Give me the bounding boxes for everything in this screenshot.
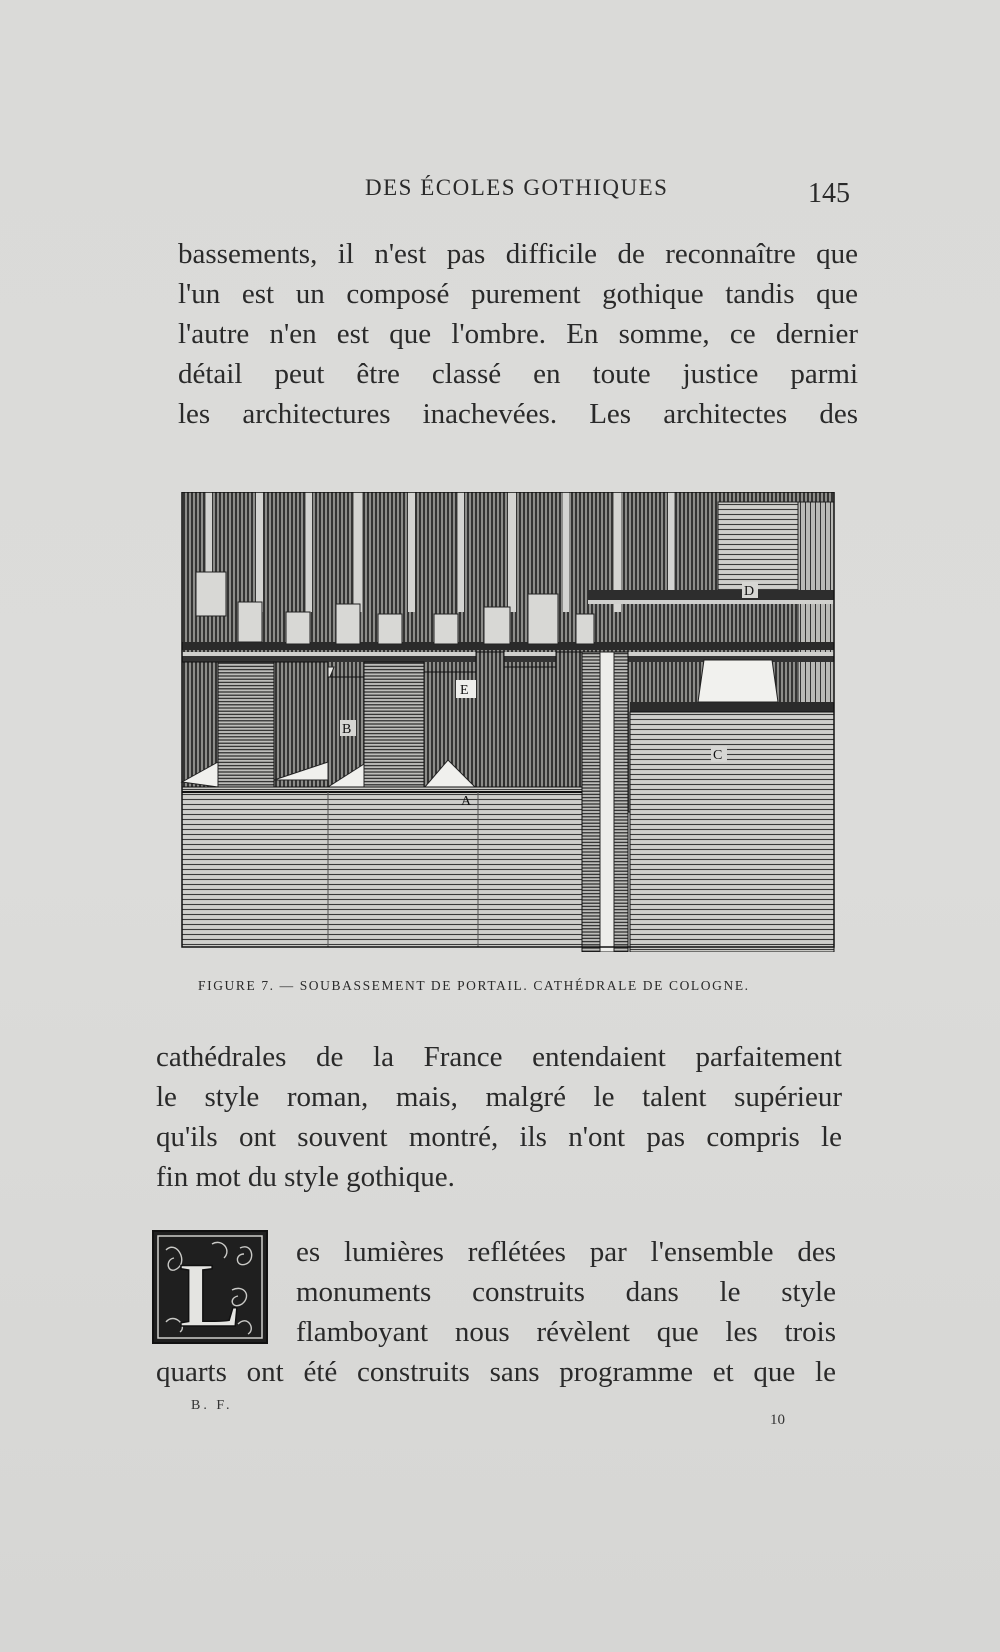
text-line: bassements, il n'est pas difficile de reconnaître que — [178, 238, 858, 270]
text-line: quarts ont été construits sans programme et que le — [156, 1356, 836, 1388]
paragraph-bottom — [156, 1232, 836, 1392]
text-line: détail peut être classé en toute justice parmi — [178, 358, 858, 390]
text-line: es lumières reflétées par l'ensemble des — [296, 1236, 836, 1268]
signature-mark: B. F. — [191, 1398, 233, 1413]
text-line: flamboyant nous révèlent que les trois — [296, 1316, 836, 1348]
text-line: le style roman, mais, malgré le talent supérieur — [156, 1081, 842, 1113]
running-head: DES ÉCOLES GOTHIQUES — [365, 175, 669, 200]
page-number: 145 — [808, 178, 850, 209]
figure-label-c: C — [713, 748, 723, 763]
text-line: monuments construits dans le style — [296, 1276, 836, 1308]
text-line: l'autre n'en est que l'ombre. En somme, ce dernier — [178, 318, 858, 350]
text-line: fin mot du style gothique. — [156, 1161, 455, 1193]
figure-label-e: E — [460, 683, 469, 698]
text-line: qu'ils ont souvent montré, ils n'ont pas compris le — [156, 1121, 842, 1153]
text-line: les architectures inachevées. Les architectes des — [178, 398, 858, 430]
figure-label-b: B — [342, 722, 352, 737]
paragraph-middle — [156, 1037, 842, 1197]
text-line: l'un est un composé purement gothique tandis que — [178, 278, 858, 310]
figure-caption: FIGURE 7. — SOUBASSEMENT DE PORTAIL. CATHÉDRALE DE COLOGNE. — [198, 978, 750, 993]
portal-base-engraving — [178, 492, 842, 952]
figure-label-d: D — [744, 584, 755, 599]
text-line: cathédrales de la France entendaient parfaitement — [156, 1041, 842, 1073]
initial-letter-glyph: L — [179, 1244, 241, 1344]
paragraph-top — [178, 234, 858, 434]
figure-label-a: A — [461, 794, 472, 809]
signature-number: 10 — [770, 1412, 785, 1428]
